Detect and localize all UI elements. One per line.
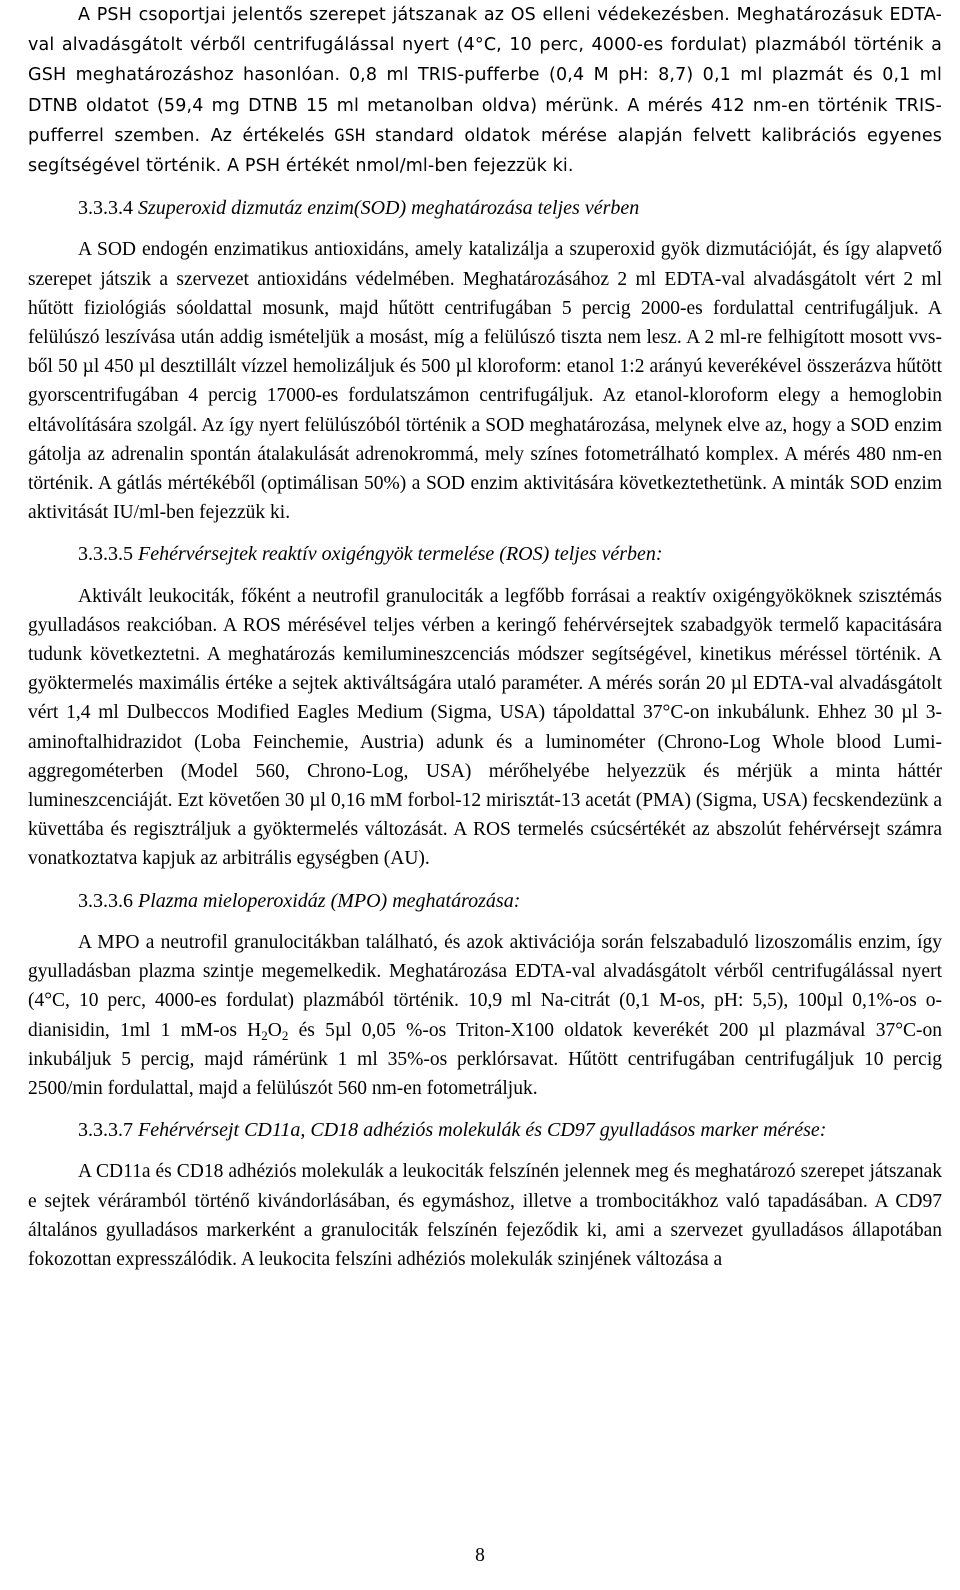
section-heading-sod — [28, 194, 942, 223]
section-title: Szuperoxid dizmutáz enzim(SOD) meghatározása teljes vérben — [138, 197, 640, 220]
paragraph-cd: A CD11a és CD18 adhéziós molekulák a leukociták felszínén jelennek meg és meghatározó szerepet játszanak e sejtek véráramból történő kivándorlásában, és egymáshoz, illetve a trombocitákhoz való tapadásában. A CD97 általános gyulladásos markerként a granulociták felszínén fejeződik ki, ami a szervezet gyulladásos állapotában fokozottan expresszálódik. A leukocita felszíni adhéziós molekulák szinjének változása a — [28, 1161, 942, 1270]
psh-method-text: 0,8 ml TRIS-pufferbe (0,4 M pH: 8,7) 0,1 ml plazmát és 0,1 ml DTNB oldatot (59,4 mg DTNB 15 ml metanolban oldva) mérünk. A mérés 412 nm-en történik TRIS-pufferrel szemben. Az értékelés — [28, 65, 943, 146]
document-page — [28, 0, 942, 1274]
section-title: Fehérvérsejtek reaktív oxigéngyök termelése (ROS) teljes vérben: — [138, 543, 663, 566]
oxygen-letter: O — [267, 1019, 282, 1041]
section-number: 3.3.3.4 — [78, 197, 133, 220]
section-number: 3.3.3.7 — [78, 1119, 133, 1142]
section-heading-ros — [28, 540, 942, 569]
mpo-text-a: A MPO a neutrofil granulocitákban található, és azok aktivációja során felszabaduló lizoszomális enzim, így gyulladásban plazma szintje megemelkedik. Meghatározása EDTA-val alvadásgátolt vérből centrifugálással nyert (4°C, 10 perc, 4000-es fordulat) plazmából történik. 10,9 ml Na-citrát (0,1 M-os, pH: 5,5), 100µl 0,1%-os o-dianisidin, 1ml 1 mM-os H — [28, 931, 942, 1041]
subscript: 2 — [281, 1027, 289, 1043]
paragraph-mpo — [28, 928, 942, 1103]
psh-intro-text: A PSH csoportjai jelentős szerepet játszanak az OS elleni védekezésben. Meghatározásuk EDTA-val alvadásgátolt vérből centrifugálással nyert (4°C, 10 perc, 4000-es fordulat) plazmából történik a GSH meghatározáshoz hasonlóan. — [28, 5, 942, 86]
paragraph-psh — [28, 0, 942, 181]
mpo-text-b: és 5µl 0,05 %-os Triton-X100 oldatok keverékét 200 µl plazmával 37°C-on inkubáljuk 5 percig, majd rámérünk 1 ml 35%-os perklórsavat. Hűtött centrifugában centrifugáljuk 10 percig 2500/min fordulattal, majd a felülúszót 560 nm-en fotometráljuk. — [28, 1019, 942, 1099]
section-title: Fehérvérsejt CD11a, CD18 adhéziós molekulák és CD97 gyulladásos marker mérése: — [138, 1119, 827, 1142]
section-heading-mpo — [28, 887, 942, 916]
page-number: 8 — [475, 1545, 485, 1566]
section-heading-cd — [28, 1116, 942, 1145]
section-number: 3.3.3.6 — [78, 889, 133, 912]
section-number: 3.3.3.5 — [78, 543, 133, 566]
paragraph-ros: Aktivált leukociták, főként a neutrofil granulociták a legfőbb forrásai a reaktív oxigéngyököknek szisztémás gyulladásos reakcióban. A ROS mérésével teljes vérben a keringő fehérvérsejtek szabadgyök termelő kapacitására tudunk következtetni. A meghatározás kemilumineszcenciás módszer segítségével, kinetikus méréssel történik. A gyöktermelés maximális értéke a sejtek aktiváltságára utaló paraméter. A mérés során 20 µl EDTA-val alvadásgátolt vért 1,4 ml Dulbeccos Modified Eagles Medium (Sigma, USA) tápoldattal 37°C-on inkubálunk. Ehhez 30 µl 3-aminoftalhidrazidot (Loba Feinchemie, Austria) adunk és a luminométer (Chrono-Log Whole blood Lumi-aggregométerben (Model 560, Chrono-Log, USA) mérőhelyébe helyezzük és mérjük a minta háttér lumineszcenciáját. Ezt követően 30 µl 0,16 mM forbol-12 mirisztát-13 acetát (PMA) (Sigma, USA) fecskendezünk a küvettába és regisztráljuk a gyöktermelés változását. A ROS termelés csúcsértékét az abszolút fehérvérsejt számra vonatkoztatva kapjuk az arbitrális egységben (AU). — [28, 585, 942, 870]
subscript: 2 — [261, 1027, 268, 1043]
paragraph-sod: A SOD endogén enzimatikus antioxidáns, amely katalizálja a szuperoxid gyök dizmutációját, és így alapvető szerepet játszik a szervezet antioxidáns védelmében. Meghatározásához 2 ml EDTA-val alvadásgátolt vért 2 ml hűtött fiziológiás sóoldattal mosunk, majd hűtött centrifugában 5 percig 2000-es fordulattal centrifugáljuk. A felülúszó leszívása után addig ismételjük a mosást, míg a felülúszó tiszta nem lesz. A 2 ml-re felhigított mosott vvs-ből 50 µl 450 µl desztillált vízzel hemolizáljuk és 500 µl kloroform: etanol 1:2 arányú keverékével összerázva hűtött gyorscentrifugában 4 percig 17000-es fordulatszámon centrifugáljuk. Az etanol-kloroform elegy a hemoglobin eltávolítására szolgál. Az így nyert felülúszóból történik a SOD meghatározása, melynek elve az, hogy a SOD enzim gátolja az adrenalin spontán átalakulását adrenokrommá, mely színes fotometrálható komplex. A mérés 480 nm-en történik. A gátlás mértékéből (optimálisan 50%) a SOD enzim aktivitására következtethetünk. A minták SOD enzim aktivitását IU/ml-ben fejezzük ki. — [28, 239, 942, 524]
psh-calibration-text: standard oldatok mérése alapján felvett kalibrációs egyenes segítségével történik. A PSH értékét nmol/ml-ben fejezzük ki. — [28, 125, 942, 177]
gsh-code: GSH — [334, 125, 366, 146]
section-title: Plazma mieloperoxidáz (MPO) meghatározása: — [138, 889, 521, 912]
